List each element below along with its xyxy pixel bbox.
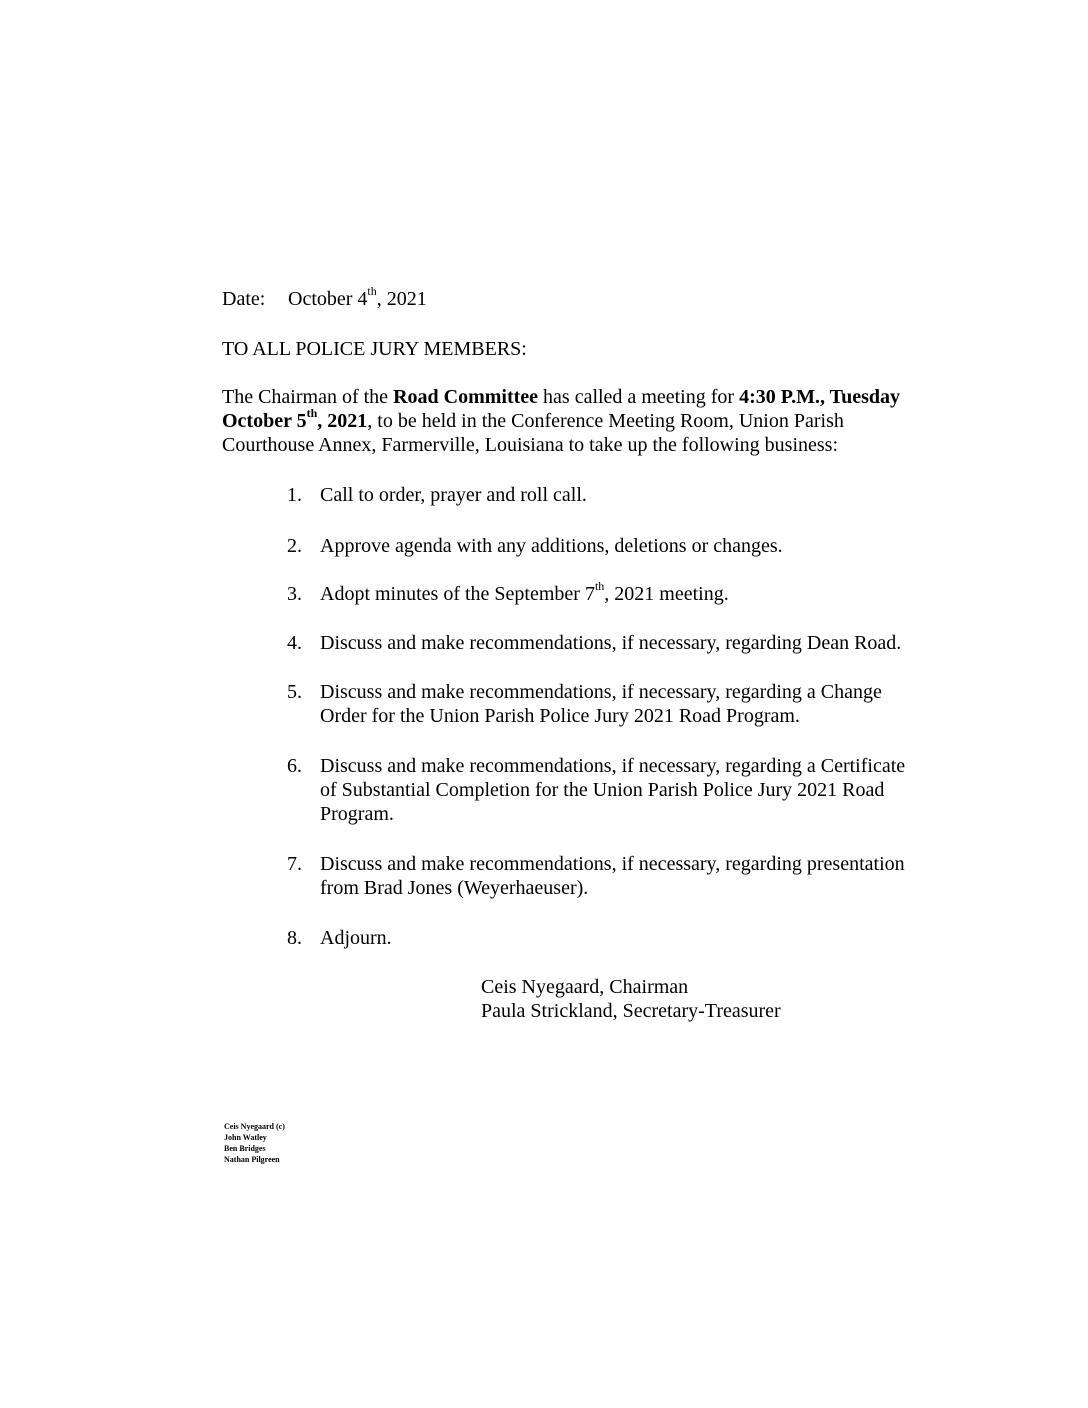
meeting-date <box>222 406 368 432</box>
secretary-name: Paula Strickland, Secretary-Treasurer <box>481 1000 781 1022</box>
agenda-item-line: Order for the Union Parish Police Jury 2021 Road Program. <box>320 705 800 727</box>
agenda-item-number: 1. <box>287 484 302 506</box>
date-suffix: th <box>367 284 377 299</box>
date-month-day: October 4 <box>288 288 368 310</box>
intro-paragraph <box>222 385 962 457</box>
agenda-item-text <box>320 483 960 507</box>
agenda-item-number: 2. <box>287 535 302 557</box>
agenda-item-line: Call to order, prayer and roll call. <box>320 484 587 506</box>
date-line <box>222 284 427 311</box>
agenda-item-number: 6. <box>287 755 302 777</box>
meeting-time: 4:30 P.M., Tuesday <box>739 386 901 408</box>
intro-line-1 <box>222 385 962 409</box>
agenda-item-number: 8. <box>287 927 302 949</box>
agenda-item-text <box>320 680 960 728</box>
agenda-item-line: from Brad Jones (Weyerhaeuser). <box>320 877 589 899</box>
agenda-item-line: Discuss and make recommendations, if necessary, regarding presentation <box>320 853 905 875</box>
agenda-item-line: Program. <box>320 803 394 825</box>
agenda-item-line: Approve agenda with any additions, deletions or changes. <box>320 535 783 557</box>
intro-text: , to be held in the Conference Meeting Room, Union Parish <box>367 410 844 432</box>
committee-member: John Watley <box>224 1133 267 1142</box>
agenda-item-text <box>320 926 960 950</box>
agenda-item-text <box>320 631 960 655</box>
agenda-item-line-prefix: Adopt minutes of the September 7 <box>320 583 595 605</box>
agenda-item-number: 3. <box>287 583 302 605</box>
agenda-item-number: 5. <box>287 681 302 703</box>
intro-text: has called a meeting for <box>538 386 740 408</box>
agenda-item-line: of Substantial Completion for the Union Parish Police Jury 2021 Road <box>320 779 885 801</box>
committee-member: Nathan Pilgreen <box>224 1155 280 1164</box>
intro-line-3: Courthouse Annex, Farmerville, Louisiana to take up the following business: <box>222 434 839 456</box>
signature-block <box>481 975 781 1023</box>
agenda-item-number: 7. <box>287 853 302 875</box>
committee-name: Road Committee <box>393 386 539 408</box>
agenda-item-line <box>320 579 960 606</box>
agenda-item-line: Discuss and make recommendations, if necessary, regarding a Change <box>320 681 882 703</box>
agenda-item-text <box>320 534 960 558</box>
agenda-item-line: Discuss and make recommendations, if necessary, regarding a Certificate <box>320 755 906 777</box>
date-label: Date: <box>222 288 266 310</box>
committee-member: Ceis Nyegaard (c) <box>224 1122 285 1131</box>
chairman-name: Ceis Nyegaard, Chairman <box>481 976 689 998</box>
agenda-item-line: Discuss and make recommendations, if necessary, regarding Dean Road. <box>320 632 902 654</box>
intro-line-2 <box>222 406 962 433</box>
agenda-item-line-rest: , 2021 meeting. <box>604 583 729 605</box>
agenda-item-line-suffix: th <box>594 579 605 594</box>
agenda-item-text <box>320 754 960 826</box>
agenda-item-text <box>320 579 960 606</box>
meeting-date-suffix: th <box>306 406 318 421</box>
meeting-date-day: October 5 <box>222 410 307 432</box>
committee-members-list <box>224 1121 285 1165</box>
date-year: , 2021 <box>376 288 427 310</box>
committee-member: Ben Bridges <box>224 1144 266 1153</box>
agenda-item-line: Adjourn. <box>320 927 392 949</box>
intro-text: The Chairman of the <box>222 386 394 408</box>
agenda-item-number: 4. <box>287 632 302 654</box>
salutation: TO ALL POLICE JURY MEMBERS: <box>222 338 527 360</box>
meeting-date-year: , 2021 <box>317 410 368 432</box>
agenda-item-text <box>320 852 960 900</box>
